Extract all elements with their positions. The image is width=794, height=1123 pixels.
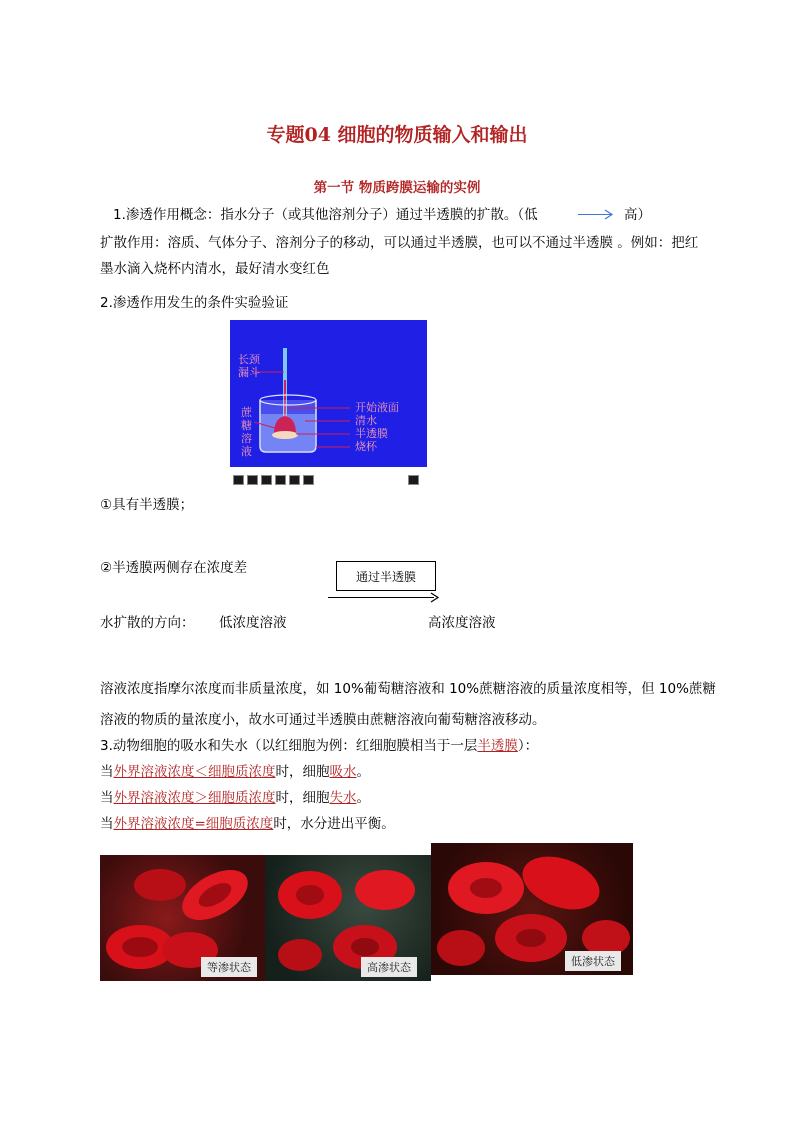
- case-2-mid: 时，细胞: [275, 790, 330, 806]
- heading-suffix: ）：: [517, 738, 539, 754]
- diffusion-line-2: 墨水滴入烧杯内清水，最好清水变红色: [100, 261, 330, 277]
- hypotonic-photo: [431, 843, 633, 975]
- direction-arrow-icon: [430, 592, 440, 603]
- case-3-pre: 当: [100, 816, 114, 832]
- media-controls: [230, 472, 427, 486]
- membrane-label: 半透膜: [355, 427, 388, 440]
- experiment-heading: 2.渗透作用发生的条件实验验证: [100, 295, 289, 311]
- water-label: 清水: [355, 414, 377, 427]
- heading-keyword: 半透膜: [477, 738, 518, 754]
- case-2: [100, 788, 370, 808]
- direction-arrow-line: [328, 597, 434, 598]
- pause-icon[interactable]: [275, 475, 286, 485]
- funnel-label-2: 漏斗: [238, 366, 260, 379]
- case-1: [100, 762, 370, 782]
- sucrose-label-1: 蔗: [241, 406, 252, 419]
- start-level-label: 开始液面: [355, 401, 399, 414]
- osmosis-definition: 1.渗透作用概念：指水分子（或其他溶剂分子）通过半透膜的扩散。（低: [113, 207, 538, 223]
- next-icon[interactable]: [289, 475, 300, 485]
- beaker-label: 烧杯: [355, 440, 377, 453]
- case-1-mid: 时，细胞: [275, 764, 330, 780]
- play-icon[interactable]: [261, 475, 272, 485]
- sucrose-label: [241, 406, 252, 458]
- case-3-mid: 时，水分进出平衡。: [273, 816, 395, 832]
- case-1-end: 。: [356, 764, 370, 780]
- case-1-pre: 当: [100, 764, 114, 780]
- case-1-result: 吸水: [329, 764, 357, 780]
- heading-prefix: 3.动物细胞的吸水和失水（以红细胞为例：红细胞膜相当于一层: [100, 738, 478, 754]
- low-concentration: 低浓度溶液: [219, 615, 287, 631]
- hypertonic-tag: 高渗状态: [361, 957, 417, 977]
- osmosis-figure: [230, 320, 427, 467]
- isotonic-tag: 等渗状态: [201, 957, 257, 977]
- condition-1: ①具有半透膜；: [100, 497, 194, 513]
- sucrose-label-4: 液: [241, 445, 252, 458]
- high-concentration: 高浓度溶液: [428, 615, 496, 631]
- concentration-note-1: 溶液浓度指摩尔浓度而非质量浓度，如 10%葡萄糖溶液和 10%蔗糖溶液的质量浓度相等，但 10%蔗糖: [100, 681, 716, 697]
- case-1-condition: 外界溶液浓度＜细胞质浓度: [113, 764, 276, 780]
- animal-cell-heading: [100, 736, 538, 756]
- case-2-condition: 外界溶液浓度＞细胞质浓度: [113, 790, 276, 806]
- osmosis-high-label: 高）: [624, 207, 651, 223]
- first-icon[interactable]: [233, 475, 244, 485]
- page-title: 专题04 细胞的物质输入和输出: [266, 124, 528, 146]
- funnel-label: [238, 353, 260, 379]
- right-labels: [355, 401, 399, 453]
- diffusion-line-1: 扩散作用：溶质、气体分子、溶剂分子的移动，可以通过半透膜，也可以不通过半透膜 。例如：把红: [100, 235, 699, 251]
- funnel-label-1: 长颈: [238, 353, 260, 366]
- replay-icon[interactable]: [408, 475, 419, 485]
- case-3-condition: 外界溶液浓度=细胞质浓度: [113, 816, 274, 832]
- arrow-head-icon: [604, 209, 614, 220]
- sucrose-label-3: 溶: [241, 432, 252, 445]
- condition-2: ②半透膜两侧存在浓度差: [100, 560, 248, 576]
- last-icon[interactable]: [303, 475, 314, 485]
- case-2-end: 。: [356, 790, 370, 806]
- hypotonic-tag: 低渗状态: [565, 951, 621, 971]
- case-2-result: 失水: [329, 790, 357, 806]
- case-3: [100, 814, 395, 834]
- prev-icon[interactable]: [247, 475, 258, 485]
- section-title: 第一节 物质跨膜运输的实例: [313, 180, 481, 196]
- concentration-note-2: 溶液的物质的量浓度小，故水可通过半透膜由蔗糖溶液向葡萄糖溶液移动。: [100, 712, 546, 728]
- membrane-box: 通过半透膜: [336, 561, 436, 591]
- sucrose-label-2: 糖: [241, 419, 252, 432]
- case-2-pre: 当: [100, 790, 114, 806]
- direction-label: 水扩散的方向：: [100, 615, 195, 631]
- isotonic-photo: [100, 855, 265, 981]
- hypertonic-photo: [265, 855, 431, 981]
